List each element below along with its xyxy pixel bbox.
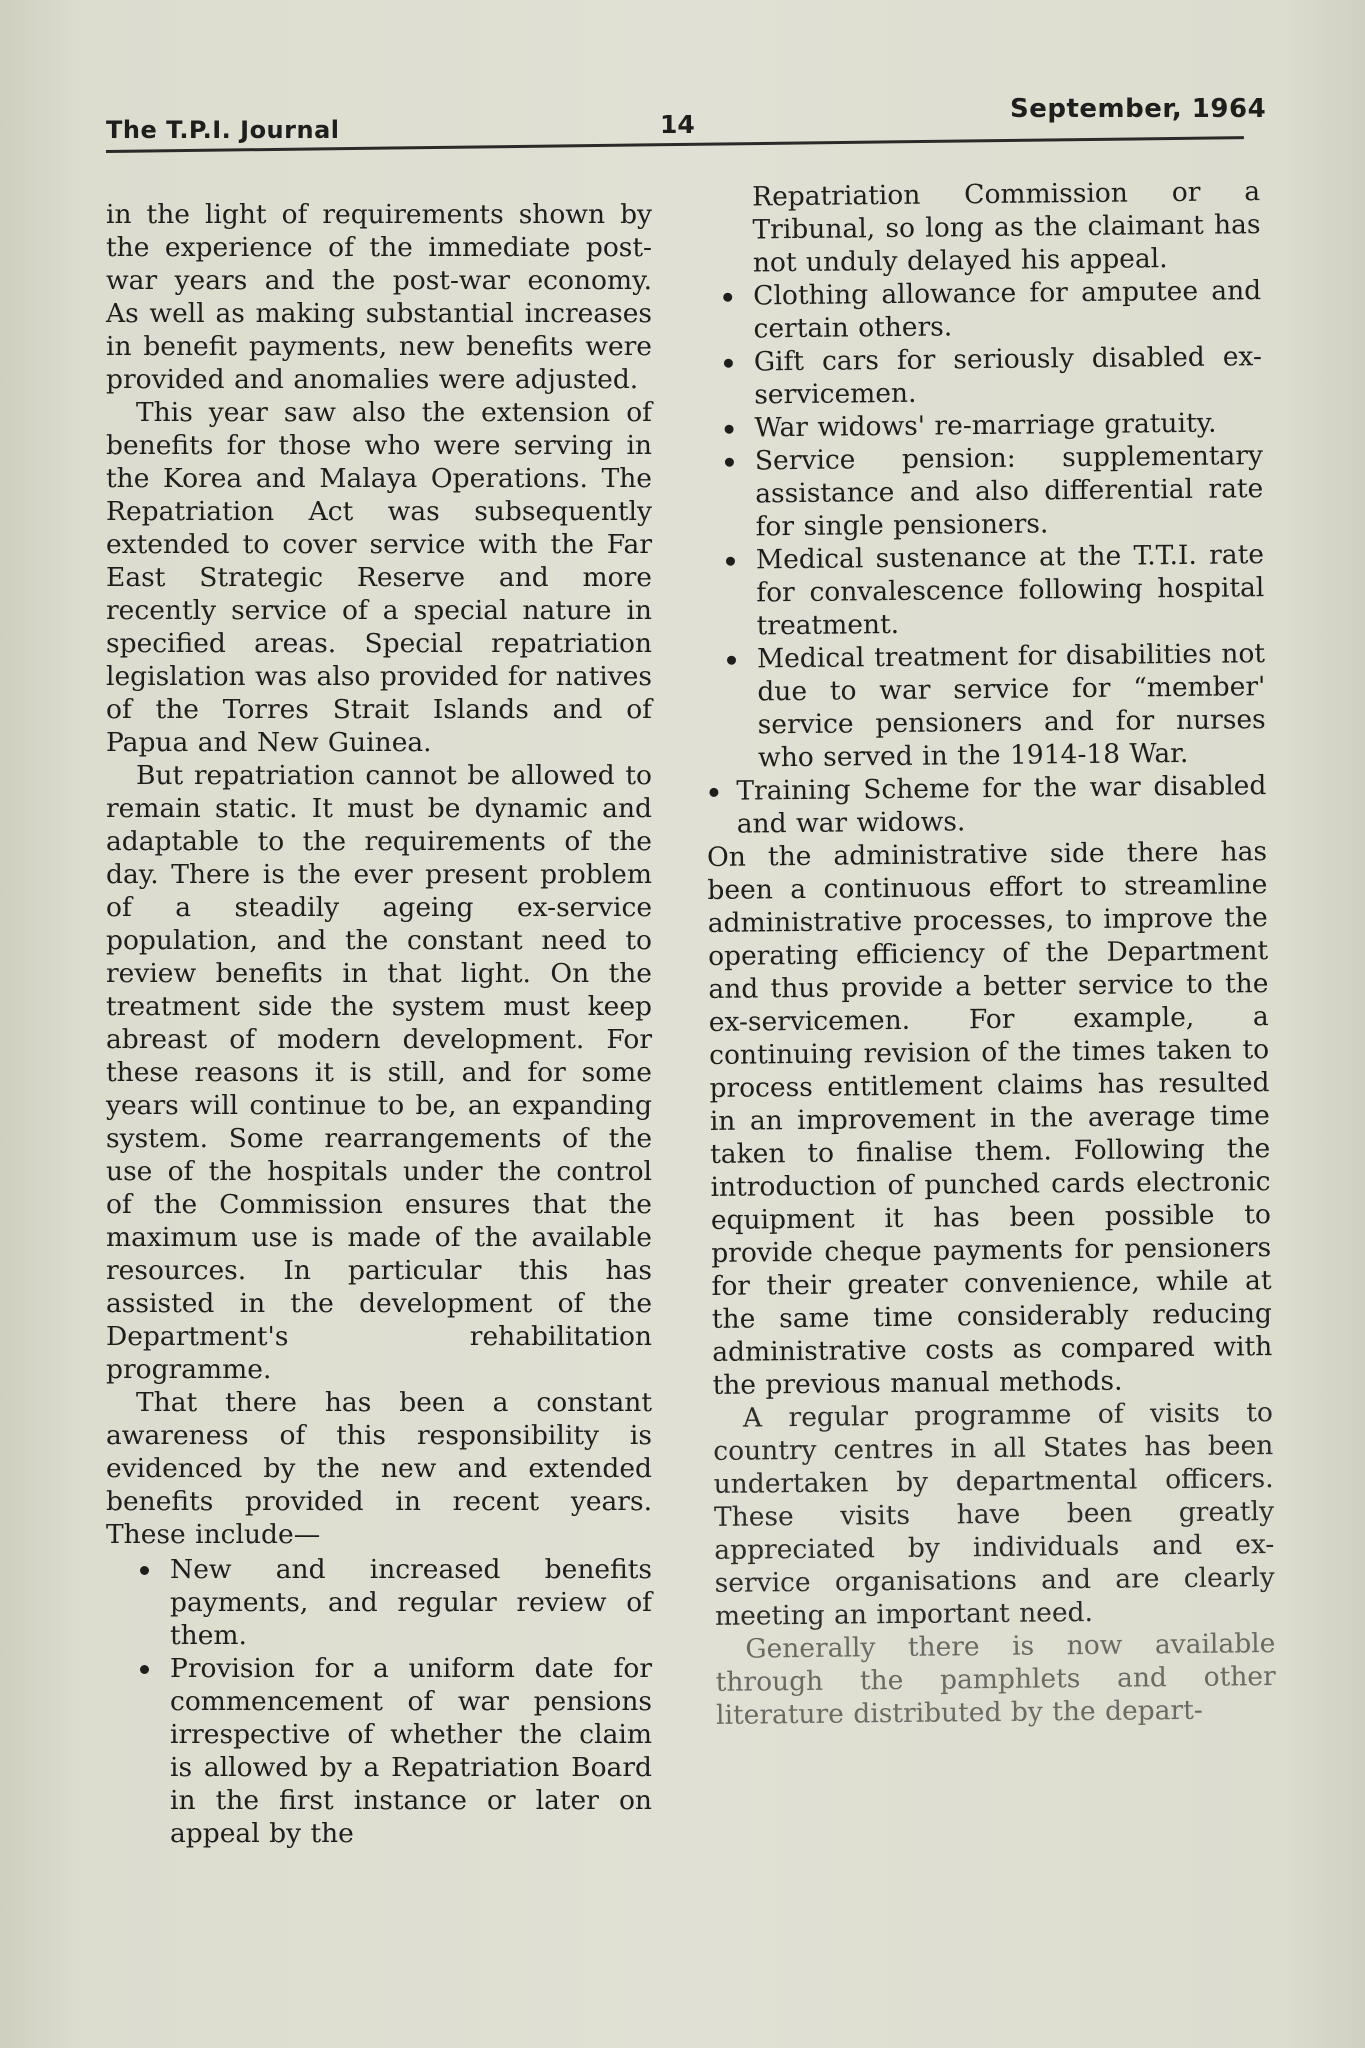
bullet-icon	[724, 359, 733, 368]
bullet-icon	[725, 458, 734, 467]
bullet-icon	[709, 788, 718, 797]
list-item: Medical sustenance at the T.T.I. rate for convalescence following hospital treatment.	[756, 538, 1265, 642]
list-item: Clothing allowance for amputee and certain others.	[753, 274, 1262, 345]
benefits-list-continued	[701, 274, 1266, 775]
list-item-continuation: Repatriation Commission or a Tribunal, so long as the claimant has not unduly delayed his appeal.	[752, 176, 1261, 279]
list-item: Medical treatment for disabilities not due to war service for “member' service pensioners and for nurses who served in the 1914-18 War.	[757, 637, 1266, 774]
bullet-icon	[726, 557, 735, 566]
paragraph: But repatriation cannot be allowed to remain static. It must be dynamic and adaptable to the requirements of the day. There is the ever present problem of a steadily ageing ex-service population, and the constant need to review benefits in that light. On the treatment side the system must keep abreast of modern development. For these reasons it is still, and for some years will continue to be, an expanding system. Some rearrangements of the use of the hospitals under the control of the Commission ensures that the maximum use is made of the available resources. In particular this has assisted in the development of the Department's rehabilitation programme.	[106, 760, 652, 1385]
paragraph: That there has been a constant awareness of this responsibility is evidenced by the new and extended benefits provided in recent years. These include—	[106, 1387, 652, 1550]
bullet-icon	[723, 293, 732, 302]
journal-title: The T.P.I. Journal	[106, 116, 340, 144]
paragraph: On the administrative side there has been a continuous effort to streamline administrative processes, to improve the operating efficiency of the Department and thus provide a better service to the ex-servicemen. For example, a continuing revision of the times taken to process entitlement claims has resulted in an improvement in the average time taken to finalise them. Following the introduction of punched cards electronic equipment it has been possible to provide cheque payments for pensioners for their greater convenience, while at the same time considerably reducing administrative costs as compared with the previous manual methods.	[706, 836, 1273, 1401]
right-column	[700, 175, 1276, 1732]
list-item: Provision for a uniform date for commencement of war pensions irrespective of whether the claim is allowed by a Repatriation Board in the first instance or later on appeal by the	[170, 1652, 652, 1850]
page-header	[0, 0, 1365, 170]
bullet-icon	[725, 425, 734, 434]
bullet-icon	[140, 1665, 149, 1674]
list-item: War widows' re-marriage gratuity.	[754, 406, 1262, 444]
list-item: Gift cars for seriously disabled ex-servicemen.	[754, 340, 1263, 411]
issue-date: September, 1964	[1010, 94, 1267, 124]
bullet-icon	[727, 656, 736, 665]
paragraph: Generally there is now available through the pamphlets and other literature distributed by the depart-	[715, 1628, 1276, 1731]
bullet-icon	[140, 1566, 149, 1575]
page-number: 14	[660, 110, 695, 139]
list-item: Training Scheme for the war disabled and war widows.	[706, 769, 1267, 841]
left-column	[106, 198, 652, 1850]
list-item: Service pension: supplementary assistance and also differential rate for single pensioners.	[755, 439, 1264, 543]
paragraph: This year saw also the extension of benefits for those who were serving in the Korea and Malaya Operations. The Repatriation Act was subsequently extended to cover service with the Far East Strategic Reserve and more recently service of a special nature in specified areas. Special repatriation legislation was also provided for natives of the Torres Strait Islands and of Papua and New Guinea.	[106, 397, 652, 758]
paragraph: in the light of requirements shown by the experience of the immediate post-war years and the post-war economy. As well as making substantial increases in benefit payments, new benefits were provided and anomalies were adjusted.	[106, 199, 652, 395]
paragraph: A regular programme of visits to country centres in all States has been undertaken by departmental officers. These visits have been greatly appreciated by individuals and ex-service organisations and are clearly meeting an important need.	[713, 1397, 1275, 1632]
benefits-list	[106, 1553, 652, 1850]
list-item: New and increased benefits payments, and regular review of them.	[170, 1553, 652, 1652]
